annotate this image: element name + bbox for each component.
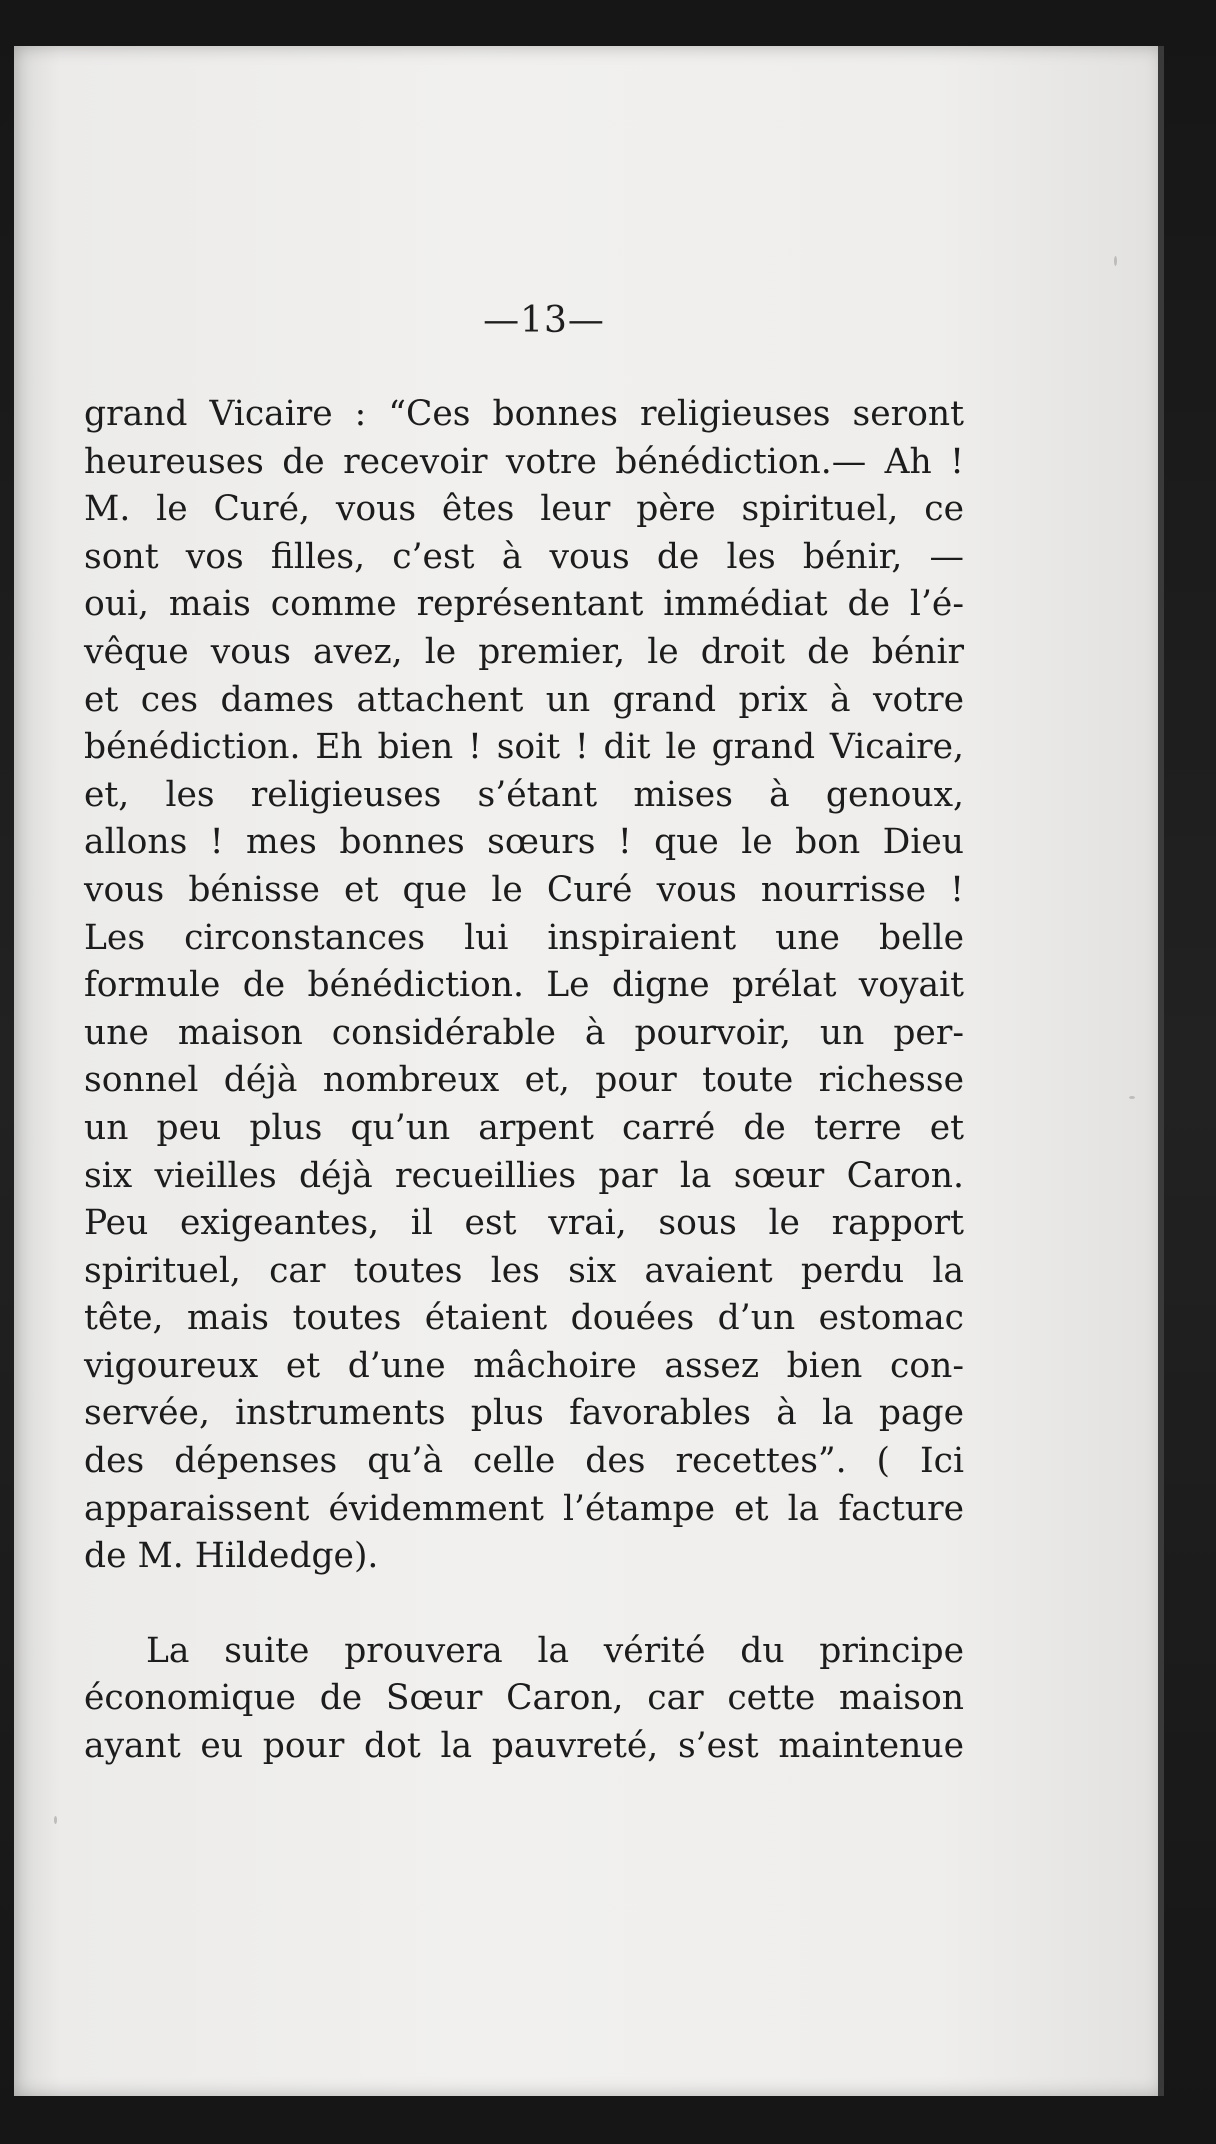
text-line: Les circonstances lui inspiraient une belle: [84, 917, 964, 958]
text-line: oui, mais comme représentant immédiat de l’é-: [84, 584, 964, 625]
text-line: de M. Hildedge).: [84, 1536, 379, 1577]
text-line: Peu exigeantes, il est vrai, sous le rapport: [84, 1203, 964, 1244]
text-line: servée, instruments plus favorables à la page: [84, 1393, 964, 1434]
text-line: heureuses de recevoir votre bénédiction.— Ah !: [84, 441, 964, 482]
text-line: économique de Sœur Caron, car cette maison: [84, 1678, 964, 1719]
text-line: une maison considérable à pourvoir, un per-: [84, 1012, 964, 1053]
text-line: tête, mais toutes étaient douées d’un estomac: [84, 1298, 964, 1339]
text-line: grand Vicaire : “Ces bonnes religieuses seront: [84, 394, 964, 434]
paragraph-gap: [84, 1581, 964, 1628]
text-line: et, les religieuses s’étant mises à genoux,: [84, 774, 964, 815]
text-line: allons ! mes bonnes sœurs ! que le bon Dieu: [84, 822, 964, 863]
page-number: —13—: [483, 300, 605, 341]
text-line: vêque vous avez, le premier, le droit de bénir: [84, 631, 964, 672]
paragraph-1: [84, 391, 964, 1581]
text-line: sonnel déjà nombreux et, pour toute richesse: [84, 1060, 964, 1101]
text-line: vous bénisse et que le Curé vous nourrisse !: [84, 869, 964, 910]
text-line: apparaissent évidemment l’étampe et la facture: [84, 1488, 964, 1529]
text-line: vigoureux et d’une mâchoire assez bien con-: [84, 1345, 964, 1386]
text-line: spirituel, car toutes les six avaient perdu la: [84, 1250, 964, 1291]
text-line: six vieilles déjà recueillies par la sœur Caron.: [84, 1155, 964, 1196]
text-line: M. le Curé, vous êtes leur père spirituel, ce: [84, 489, 964, 530]
text-line: des dépenses qu’à celle des recettes”. ( Ici: [84, 1441, 964, 1482]
text-line: ayant eu pour dot la pauvreté, s’est maintenue: [84, 1726, 964, 1767]
book-page: [14, 46, 1164, 2096]
page-edge: [1158, 46, 1164, 2096]
text-line: et ces dames attachent un grand prix à votre: [84, 679, 964, 720]
text-line: formule de bénédiction. Le digne prélat voyait: [84, 965, 964, 1006]
text-line: un peu plus qu’un arpent carré de terre et: [84, 1107, 964, 1148]
paragraph-2: [84, 1628, 964, 1771]
scan-speck: [54, 1816, 57, 1824]
scan-speck: [1114, 256, 1117, 266]
scan-speck: [1129, 1096, 1135, 1099]
text-line: bénédiction. Eh bien ! soit ! dit le grand Vicaire,: [84, 727, 964, 768]
text-line: sont vos filles, c’est à vous de les bénir, —: [84, 536, 964, 577]
body-text: [84, 391, 964, 1771]
text-line: La suite prouvera la vérité du principe: [146, 1630, 964, 1671]
